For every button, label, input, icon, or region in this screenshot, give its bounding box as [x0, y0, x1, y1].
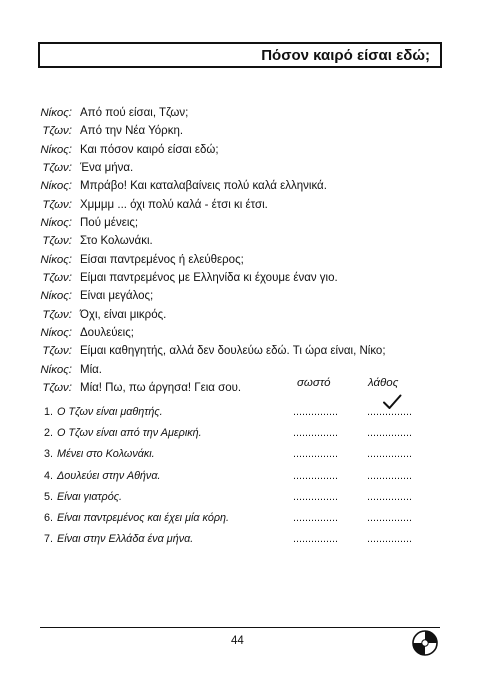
statement-text: Δουλεύει στην Αθήνα.	[57, 469, 161, 482]
speaker: Νίκος:	[40, 253, 72, 266]
utterance: Είμαι παντρεμένος με Ελληνίδα κι έχουμε έναν γιο.	[80, 272, 338, 285]
column-header-wrong: λάθος	[368, 377, 399, 389]
cd-icon[interactable]	[412, 630, 438, 656]
utterance: Ένα μήνα.	[80, 162, 134, 175]
speaker: Τζων:	[42, 198, 72, 211]
answer-blank-wrong[interactable]: ...............	[367, 533, 412, 546]
answer-blank-wrong[interactable]: ...............	[367, 448, 412, 461]
speaker: Τζων:	[42, 162, 72, 175]
statement-number: 2.	[43, 427, 53, 440]
utterance: Μία! Πω, πω άργησα! Γεια σου.	[80, 382, 242, 395]
utterance: Στο Κολωνάκι.	[80, 235, 153, 248]
utterance: Από πού είσαι, Τζων;	[80, 107, 189, 119]
column-header-correct: σωστό	[297, 377, 331, 389]
answer-blank-correct[interactable]: ...............	[293, 490, 338, 503]
speaker: Νίκος:	[40, 107, 72, 119]
statement-text: Είναι παντρεμένος και έχει μία κόρη.	[57, 511, 229, 524]
answer-blank-correct[interactable]: ...............	[293, 406, 338, 418]
answer-blank-correct[interactable]: ...............	[293, 511, 338, 524]
answer-blank-correct[interactable]: ...............	[293, 427, 338, 440]
statement-number: 4.	[43, 469, 53, 482]
statement-number: 7.	[43, 533, 53, 546]
answer-blank-wrong[interactable]: ...............	[367, 490, 412, 503]
statement-number: 3.	[43, 448, 53, 461]
answer-blank-wrong[interactable]: ...............	[367, 406, 412, 418]
answer-blank-correct[interactable]: ...............	[293, 469, 338, 482]
page-title: Πόσον καιρό είσαι εδώ;	[261, 47, 430, 64]
utterance: Όχι, είναι μικρός.	[80, 308, 167, 321]
speaker: Νίκος:	[40, 143, 72, 156]
speaker: Τζων:	[42, 345, 72, 358]
statement-text: Μένει στο Κολωνάκι.	[57, 448, 155, 461]
speaker: Τζων:	[42, 308, 72, 321]
statement-text: Ο Τζων είναι από την Αμερική.	[57, 427, 202, 440]
statement-text: Είναι στην Ελλάδα ένα μήνα.	[57, 533, 194, 546]
utterance: Πού μένεις;	[80, 217, 139, 230]
utterance: Είσαι παντρεμένος ή ελεύθερος;	[80, 253, 244, 266]
speaker: Νίκος:	[40, 217, 72, 230]
speaker: Νίκος:	[40, 327, 72, 340]
answer-blank-wrong[interactable]: ...............	[367, 427, 412, 440]
speaker: Τζων:	[42, 382, 72, 395]
speaker: Νίκος:	[40, 363, 72, 376]
speaker: Τζων:	[42, 235, 72, 248]
page-number: 44	[231, 635, 244, 647]
speaker: Τζων:	[42, 272, 72, 285]
speaker: Νίκος:	[40, 290, 72, 303]
statement-number: 1.	[43, 406, 53, 418]
answer-blank-correct[interactable]: ...............	[293, 448, 338, 461]
utterance: Δουλεύεις;	[80, 327, 134, 340]
utterance: Είμαι καθηγητής, αλλά δεν δουλεύω εδώ. Τι ώρα είναι, Νίκο;	[80, 345, 386, 358]
utterance: Είναι μεγάλος;	[80, 290, 154, 303]
utterance: Μία.	[80, 363, 102, 376]
statement-number: 5.	[43, 490, 53, 503]
title-box	[38, 42, 442, 68]
utterance: Από την Νέα Υόρκη.	[80, 125, 184, 138]
statement-text: Είναι γιατρός.	[57, 490, 122, 503]
utterance: Χμμμμ ... όχι πολύ καλά - έτσι κι έτσι.	[80, 198, 268, 211]
utterance: Μπράβο! Και καταλαβαίνεις πολύ καλά ελληνικά.	[80, 180, 327, 193]
speaker: Νίκος:	[40, 180, 72, 193]
utterance: Και πόσον καιρό είσαι εδώ;	[80, 143, 219, 156]
answer-blank-wrong[interactable]: ...............	[367, 469, 412, 482]
answer-blank-wrong[interactable]: ...............	[367, 511, 412, 524]
statement-text: Ο Τζων είναι μαθητής.	[57, 406, 163, 418]
answer-blank-correct[interactable]: ...............	[293, 533, 338, 546]
footer-divider	[40, 627, 440, 628]
statement-number: 6.	[43, 511, 53, 524]
speaker: Τζων:	[42, 125, 72, 138]
